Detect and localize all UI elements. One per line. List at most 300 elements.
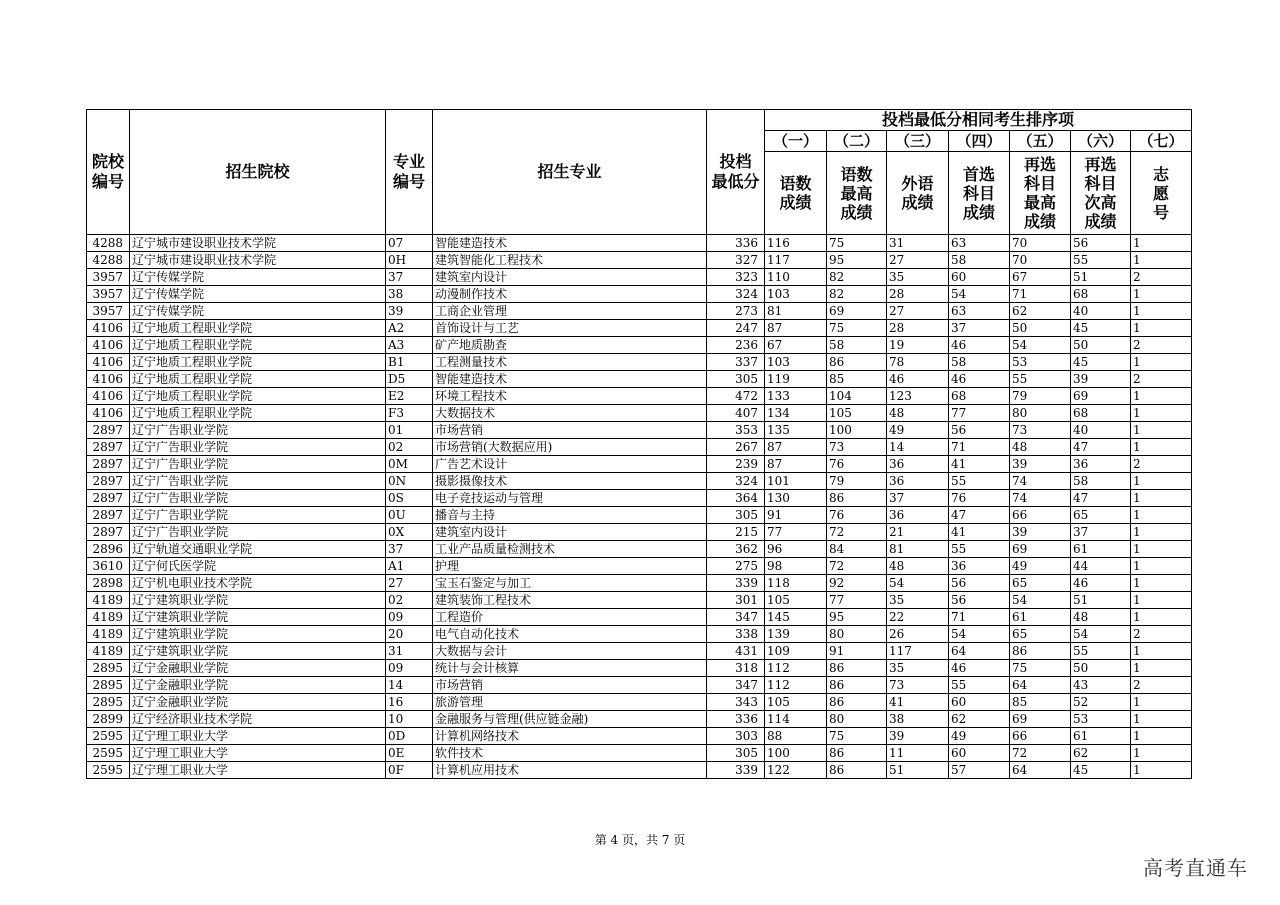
table-row xyxy=(87,337,1192,354)
cell-major-name: 工程造价 xyxy=(433,609,707,626)
cell-order-5: 67 xyxy=(1010,269,1071,286)
header-order-item-7: 志 愿 号 xyxy=(1131,152,1192,235)
cell-school-name: 辽宁理工职业大学 xyxy=(130,762,386,779)
cell-order-5: 73 xyxy=(1010,422,1071,439)
cell-order-3: 28 xyxy=(887,286,949,303)
cell-order-1: 91 xyxy=(765,507,827,524)
cell-order-4: 46 xyxy=(949,337,1010,354)
cell-major-code: 10 xyxy=(386,711,433,728)
cell-order-2: 77 xyxy=(827,592,887,609)
cell-order-6: 54 xyxy=(1071,626,1131,643)
cell-order-1: 112 xyxy=(765,677,827,694)
cell-school-code: 4106 xyxy=(87,371,130,388)
cell-order-2: 73 xyxy=(827,439,887,456)
cell-order-7: 1 xyxy=(1131,660,1192,677)
cell-order-1: 112 xyxy=(765,660,827,677)
cell-order-3: 22 xyxy=(887,609,949,626)
cell-order-2: 91 xyxy=(827,643,887,660)
cell-school-name: 辽宁广告职业学院 xyxy=(130,439,386,456)
cell-order-5: 69 xyxy=(1010,711,1071,728)
cell-order-3: 37 xyxy=(887,490,949,507)
cell-order-7: 2 xyxy=(1131,456,1192,473)
cell-min-score: 267 xyxy=(707,439,765,456)
cell-order-4: 36 xyxy=(949,558,1010,575)
header-school-code: 院校 编号 xyxy=(87,110,130,235)
cell-order-5: 54 xyxy=(1010,592,1071,609)
cell-order-2: 86 xyxy=(827,745,887,762)
cell-major-code: 0N xyxy=(386,473,433,490)
table-row xyxy=(87,711,1192,728)
cell-order-2: 105 xyxy=(827,405,887,422)
cell-order-3: 14 xyxy=(887,439,949,456)
cell-school-code: 4106 xyxy=(87,320,130,337)
table-row xyxy=(87,660,1192,677)
cell-order-1: 116 xyxy=(765,235,827,252)
cell-order-4: 76 xyxy=(949,490,1010,507)
cell-major-name: 计算机网络技术 xyxy=(433,728,707,745)
cell-order-4: 54 xyxy=(949,286,1010,303)
cell-school-name: 辽宁机电职业技术学院 xyxy=(130,575,386,592)
cell-major-code: 09 xyxy=(386,609,433,626)
cell-order-5: 74 xyxy=(1010,490,1071,507)
cell-order-4: 62 xyxy=(949,711,1010,728)
cell-order-3: 46 xyxy=(887,371,949,388)
header-order-num-4: （四） xyxy=(949,131,1010,152)
cell-major-code: 0D xyxy=(386,728,433,745)
table-header xyxy=(87,110,1192,235)
cell-major-name: 旅游管理 xyxy=(433,694,707,711)
cell-major-code: 09 xyxy=(386,660,433,677)
cell-order-4: 47 xyxy=(949,507,1010,524)
table-row xyxy=(87,303,1192,320)
cell-order-4: 60 xyxy=(949,269,1010,286)
cell-order-6: 45 xyxy=(1071,354,1131,371)
cell-order-1: 77 xyxy=(765,524,827,541)
cell-order-3: 51 xyxy=(887,762,949,779)
cell-major-name: 电气自动化技术 xyxy=(433,626,707,643)
cell-school-name: 辽宁轨道交通职业学院 xyxy=(130,541,386,558)
cell-order-2: 79 xyxy=(827,473,887,490)
cell-school-name: 辽宁广告职业学院 xyxy=(130,473,386,490)
cell-order-7: 1 xyxy=(1131,235,1192,252)
cell-school-code: 2895 xyxy=(87,660,130,677)
cell-order-6: 37 xyxy=(1071,524,1131,541)
cell-major-code: 07 xyxy=(386,235,433,252)
header-min-score: 投档 最低分 xyxy=(707,110,765,235)
cell-school-name: 辽宁经济职业技术学院 xyxy=(130,711,386,728)
cell-school-name: 辽宁广告职业学院 xyxy=(130,507,386,524)
cell-min-score: 327 xyxy=(707,252,765,269)
cell-school-code: 2895 xyxy=(87,694,130,711)
cell-order-2: 86 xyxy=(827,354,887,371)
cell-order-6: 47 xyxy=(1071,439,1131,456)
cell-order-5: 65 xyxy=(1010,626,1071,643)
cell-major-name: 计算机应用技术 xyxy=(433,762,707,779)
cell-order-5: 53 xyxy=(1010,354,1071,371)
cell-order-6: 68 xyxy=(1071,405,1131,422)
table-row xyxy=(87,252,1192,269)
header-order-num-3: （三） xyxy=(887,131,949,152)
cell-order-6: 50 xyxy=(1071,337,1131,354)
table-row xyxy=(87,371,1192,388)
cell-order-1: 98 xyxy=(765,558,827,575)
cell-min-score: 236 xyxy=(707,337,765,354)
cell-school-name: 辽宁地质工程职业学院 xyxy=(130,371,386,388)
cell-order-5: 62 xyxy=(1010,303,1071,320)
cell-order-3: 19 xyxy=(887,337,949,354)
cell-order-1: 101 xyxy=(765,473,827,490)
table-row xyxy=(87,354,1192,371)
cell-order-3: 35 xyxy=(887,269,949,286)
cell-order-3: 26 xyxy=(887,626,949,643)
cell-order-3: 78 xyxy=(887,354,949,371)
cell-order-2: 86 xyxy=(827,677,887,694)
table-row xyxy=(87,456,1192,473)
cell-school-name: 辽宁广告职业学院 xyxy=(130,490,386,507)
cell-order-7: 1 xyxy=(1131,728,1192,745)
cell-order-7: 2 xyxy=(1131,371,1192,388)
cell-school-code: 3957 xyxy=(87,269,130,286)
cell-order-1: 109 xyxy=(765,643,827,660)
cell-min-score: 347 xyxy=(707,609,765,626)
cell-order-1: 81 xyxy=(765,303,827,320)
cell-min-score: 303 xyxy=(707,728,765,745)
cell-order-6: 48 xyxy=(1071,609,1131,626)
cell-order-5: 50 xyxy=(1010,320,1071,337)
cell-order-1: 139 xyxy=(765,626,827,643)
cell-order-2: 80 xyxy=(827,626,887,643)
cell-order-4: 71 xyxy=(949,609,1010,626)
cell-major-code: 37 xyxy=(386,541,433,558)
cell-order-5: 65 xyxy=(1010,575,1071,592)
cell-min-score: 324 xyxy=(707,286,765,303)
cell-major-code: D5 xyxy=(386,371,433,388)
cell-major-name: 工商企业管理 xyxy=(433,303,707,320)
header-school-name: 招生院校 xyxy=(130,110,386,235)
cell-order-2: 58 xyxy=(827,337,887,354)
cell-school-name: 辽宁地质工程职业学院 xyxy=(130,354,386,371)
cell-order-5: 71 xyxy=(1010,286,1071,303)
cell-order-1: 100 xyxy=(765,745,827,762)
cell-school-name: 辽宁理工职业大学 xyxy=(130,745,386,762)
cell-order-6: 53 xyxy=(1071,711,1131,728)
cell-order-2: 76 xyxy=(827,507,887,524)
cell-major-name: 工程测量技术 xyxy=(433,354,707,371)
cell-school-code: 2897 xyxy=(87,456,130,473)
table-row xyxy=(87,626,1192,643)
cell-school-name: 辽宁地质工程职业学院 xyxy=(130,405,386,422)
cell-order-4: 41 xyxy=(949,524,1010,541)
cell-major-code: 02 xyxy=(386,439,433,456)
cell-school-code: 3610 xyxy=(87,558,130,575)
cell-order-4: 37 xyxy=(949,320,1010,337)
cell-major-code: B1 xyxy=(386,354,433,371)
header-order-item-5: 再选 科目 最高 成绩 xyxy=(1010,152,1071,235)
cell-order-3: 27 xyxy=(887,252,949,269)
table-row xyxy=(87,269,1192,286)
cell-order-7: 1 xyxy=(1131,354,1192,371)
cell-order-1: 134 xyxy=(765,405,827,422)
cell-major-name: 大数据与会计 xyxy=(433,643,707,660)
cell-school-code: 4189 xyxy=(87,643,130,660)
admission-table xyxy=(86,109,1192,779)
cell-order-2: 80 xyxy=(827,711,887,728)
cell-major-name: 建筑室内设计 xyxy=(433,269,707,286)
cell-school-name: 辽宁金融职业学院 xyxy=(130,694,386,711)
cell-school-name: 辽宁建筑职业学院 xyxy=(130,626,386,643)
cell-order-7: 1 xyxy=(1131,745,1192,762)
cell-order-6: 47 xyxy=(1071,490,1131,507)
cell-major-name: 统计与会计核算 xyxy=(433,660,707,677)
table-row xyxy=(87,728,1192,745)
cell-order-2: 84 xyxy=(827,541,887,558)
cell-min-score: 407 xyxy=(707,405,765,422)
cell-order-6: 40 xyxy=(1071,422,1131,439)
cell-order-1: 122 xyxy=(765,762,827,779)
cell-major-code: A1 xyxy=(386,558,433,575)
header-order-num-2: （二） xyxy=(827,131,887,152)
cell-school-code: 4189 xyxy=(87,592,130,609)
cell-order-4: 63 xyxy=(949,235,1010,252)
table-row xyxy=(87,592,1192,609)
table-row xyxy=(87,762,1192,779)
cell-order-7: 1 xyxy=(1131,575,1192,592)
table-row xyxy=(87,541,1192,558)
cell-order-1: 114 xyxy=(765,711,827,728)
cell-major-name: 市场营销(大数据应用) xyxy=(433,439,707,456)
cell-order-3: 36 xyxy=(887,473,949,490)
cell-order-6: 50 xyxy=(1071,660,1131,677)
cell-order-4: 54 xyxy=(949,626,1010,643)
cell-major-code: 0X xyxy=(386,524,433,541)
cell-school-code: 2595 xyxy=(87,745,130,762)
cell-order-7: 1 xyxy=(1131,762,1192,779)
cell-school-code: 4106 xyxy=(87,388,130,405)
cell-order-6: 55 xyxy=(1071,252,1131,269)
cell-school-name: 辽宁城市建设职业技术学院 xyxy=(130,252,386,269)
cell-order-4: 58 xyxy=(949,252,1010,269)
cell-major-name: 播音与主持 xyxy=(433,507,707,524)
cell-order-5: 66 xyxy=(1010,507,1071,524)
cell-order-4: 56 xyxy=(949,575,1010,592)
cell-school-name: 辽宁传媒学院 xyxy=(130,303,386,320)
cell-order-3: 35 xyxy=(887,660,949,677)
cell-order-3: 38 xyxy=(887,711,949,728)
cell-min-score: 305 xyxy=(707,371,765,388)
cell-major-code: E2 xyxy=(386,388,433,405)
cell-school-name: 辽宁建筑职业学院 xyxy=(130,643,386,660)
cell-min-score: 318 xyxy=(707,660,765,677)
cell-major-name: 市场营销 xyxy=(433,677,707,694)
cell-order-3: 117 xyxy=(887,643,949,660)
cell-major-code: A3 xyxy=(386,337,433,354)
cell-min-score: 301 xyxy=(707,592,765,609)
header-major-code: 专业 编号 xyxy=(386,110,433,235)
table-row xyxy=(87,388,1192,405)
table-row xyxy=(87,490,1192,507)
cell-school-name: 辽宁广告职业学院 xyxy=(130,422,386,439)
cell-order-2: 86 xyxy=(827,490,887,507)
cell-major-code: 0U xyxy=(386,507,433,524)
cell-min-score: 239 xyxy=(707,456,765,473)
table-row xyxy=(87,473,1192,490)
cell-order-6: 46 xyxy=(1071,575,1131,592)
cell-order-7: 1 xyxy=(1131,422,1192,439)
header-order-num-1: （一） xyxy=(765,131,827,152)
cell-order-3: 35 xyxy=(887,592,949,609)
page-footer: 第 4 页，共 7 页 xyxy=(594,833,686,847)
cell-order-3: 81 xyxy=(887,541,949,558)
cell-order-7: 1 xyxy=(1131,320,1192,337)
cell-min-score: 247 xyxy=(707,320,765,337)
table-row xyxy=(87,524,1192,541)
cell-major-code: 0H xyxy=(386,252,433,269)
header-order-item-3: 外语 成绩 xyxy=(887,152,949,235)
cell-order-1: 119 xyxy=(765,371,827,388)
cell-school-code: 2897 xyxy=(87,439,130,456)
cell-school-name: 辽宁地质工程职业学院 xyxy=(130,320,386,337)
cell-min-score: 431 xyxy=(707,643,765,660)
cell-school-code: 4189 xyxy=(87,626,130,643)
cell-order-7: 1 xyxy=(1131,303,1192,320)
cell-order-7: 1 xyxy=(1131,609,1192,626)
cell-major-name: 智能建造技术 xyxy=(433,235,707,252)
cell-school-name: 辽宁金融职业学院 xyxy=(130,677,386,694)
cell-order-5: 55 xyxy=(1010,371,1071,388)
cell-order-2: 72 xyxy=(827,524,887,541)
cell-order-5: 79 xyxy=(1010,388,1071,405)
cell-major-code: F3 xyxy=(386,405,433,422)
cell-order-7: 2 xyxy=(1131,269,1192,286)
cell-min-score: 339 xyxy=(707,575,765,592)
cell-min-score: 305 xyxy=(707,507,765,524)
cell-order-5: 85 xyxy=(1010,694,1071,711)
header-order-num-7: （七） xyxy=(1131,131,1192,152)
cell-order-2: 100 xyxy=(827,422,887,439)
cell-order-4: 58 xyxy=(949,354,1010,371)
cell-major-name: 护理 xyxy=(433,558,707,575)
cell-major-name: 矿产地质勘查 xyxy=(433,337,707,354)
cell-major-code: 0M xyxy=(386,456,433,473)
cell-min-score: 339 xyxy=(707,762,765,779)
cell-order-2: 76 xyxy=(827,456,887,473)
cell-school-code: 2895 xyxy=(87,677,130,694)
header-order-num-6: （六） xyxy=(1071,131,1131,152)
cell-order-5: 70 xyxy=(1010,235,1071,252)
cell-major-name: 市场营销 xyxy=(433,422,707,439)
cell-min-score: 337 xyxy=(707,354,765,371)
cell-major-name: 工业产品质量检测技术 xyxy=(433,541,707,558)
header-order-item-2: 语数 最高 成绩 xyxy=(827,152,887,235)
cell-major-name: 宝玉石鉴定与加工 xyxy=(433,575,707,592)
cell-order-7: 1 xyxy=(1131,541,1192,558)
cell-major-code: 27 xyxy=(386,575,433,592)
cell-major-name: 电子竞技运动与管理 xyxy=(433,490,707,507)
cell-order-5: 86 xyxy=(1010,643,1071,660)
cell-order-6: 68 xyxy=(1071,286,1131,303)
cell-order-4: 55 xyxy=(949,473,1010,490)
cell-order-6: 61 xyxy=(1071,541,1131,558)
cell-major-name: 金融服务与管理(供应链金融) xyxy=(433,711,707,728)
cell-order-6: 58 xyxy=(1071,473,1131,490)
cell-major-code: 0S xyxy=(386,490,433,507)
cell-school-code: 4288 xyxy=(87,252,130,269)
cell-order-5: 64 xyxy=(1010,762,1071,779)
cell-order-2: 75 xyxy=(827,320,887,337)
cell-order-2: 95 xyxy=(827,609,887,626)
cell-school-name: 辽宁建筑职业学院 xyxy=(130,609,386,626)
cell-order-2: 72 xyxy=(827,558,887,575)
cell-order-6: 39 xyxy=(1071,371,1131,388)
cell-major-code: 37 xyxy=(386,269,433,286)
cell-min-score: 305 xyxy=(707,745,765,762)
cell-order-6: 44 xyxy=(1071,558,1131,575)
cell-order-5: 69 xyxy=(1010,541,1071,558)
cell-order-3: 31 xyxy=(887,235,949,252)
table-row xyxy=(87,235,1192,252)
cell-school-name: 辽宁广告职业学院 xyxy=(130,456,386,473)
cell-order-1: 87 xyxy=(765,320,827,337)
header-major-name: 招生专业 xyxy=(433,110,707,235)
cell-order-1: 96 xyxy=(765,541,827,558)
cell-min-score: 323 xyxy=(707,269,765,286)
table-row xyxy=(87,422,1192,439)
cell-order-7: 1 xyxy=(1131,694,1192,711)
cell-order-4: 46 xyxy=(949,660,1010,677)
cell-school-code: 2897 xyxy=(87,507,130,524)
cell-min-score: 353 xyxy=(707,422,765,439)
cell-major-name: 大数据技术 xyxy=(433,405,707,422)
cell-order-4: 57 xyxy=(949,762,1010,779)
cell-order-1: 130 xyxy=(765,490,827,507)
table-row xyxy=(87,558,1192,575)
cell-min-score: 275 xyxy=(707,558,765,575)
cell-order-2: 92 xyxy=(827,575,887,592)
cell-order-5: 39 xyxy=(1010,524,1071,541)
cell-major-code: 0E xyxy=(386,745,433,762)
cell-school-code: 4189 xyxy=(87,609,130,626)
cell-order-1: 87 xyxy=(765,456,827,473)
cell-order-3: 28 xyxy=(887,320,949,337)
cell-order-6: 52 xyxy=(1071,694,1131,711)
cell-order-7: 1 xyxy=(1131,388,1192,405)
cell-school-code: 4106 xyxy=(87,354,130,371)
cell-order-3: 49 xyxy=(887,422,949,439)
cell-min-score: 338 xyxy=(707,626,765,643)
cell-order-1: 105 xyxy=(765,694,827,711)
cell-order-2: 82 xyxy=(827,269,887,286)
cell-order-6: 36 xyxy=(1071,456,1131,473)
cell-order-6: 51 xyxy=(1071,592,1131,609)
cell-order-1: 110 xyxy=(765,269,827,286)
cell-school-name: 辽宁理工职业大学 xyxy=(130,728,386,745)
cell-order-2: 85 xyxy=(827,371,887,388)
cell-order-4: 41 xyxy=(949,456,1010,473)
cell-order-2: 86 xyxy=(827,694,887,711)
cell-order-5: 74 xyxy=(1010,473,1071,490)
cell-school-code: 2897 xyxy=(87,524,130,541)
cell-major-code: 16 xyxy=(386,694,433,711)
cell-min-score: 472 xyxy=(707,388,765,405)
cell-order-6: 61 xyxy=(1071,728,1131,745)
cell-order-7: 1 xyxy=(1131,473,1192,490)
cell-school-name: 辽宁建筑职业学院 xyxy=(130,592,386,609)
cell-order-7: 1 xyxy=(1131,286,1192,303)
cell-school-name: 辽宁传媒学院 xyxy=(130,286,386,303)
table-row xyxy=(87,609,1192,626)
cell-min-score: 336 xyxy=(707,711,765,728)
cell-school-code: 3957 xyxy=(87,303,130,320)
